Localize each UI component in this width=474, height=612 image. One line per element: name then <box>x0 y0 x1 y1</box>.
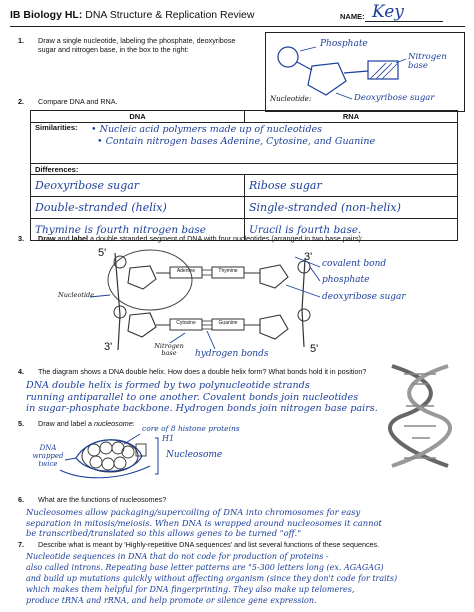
label-covalent-bond: covalent bond <box>322 259 387 269</box>
q1-label-nitrogen-base: Nitrogen base <box>408 52 447 71</box>
q1-label-nucleotide: Nucleotide: <box>270 95 312 103</box>
label-dna-wrapped: DNA wrapped twice <box>32 444 64 468</box>
q1-label-sugar: Deoxyribose sugar <box>354 93 435 103</box>
q4-prompt: The diagram shows a DNA double helix. How does a double helix form? What bonds hold it in position? <box>38 367 367 376</box>
label-deoxyribose-sugar: deoxyribose sugar <box>322 292 406 302</box>
label-histone-core: core of 8 histone proteins <box>142 424 240 433</box>
label-5-prime-top: 5' <box>98 247 107 259</box>
nucleotide-circle <box>108 250 192 310</box>
differences-label: Differences: <box>31 164 458 175</box>
double-strand-drawing <box>20 245 460 365</box>
diff-2-dna: Double-stranded (helix) <box>31 197 245 219</box>
q5-number: 5. <box>18 419 24 428</box>
base-guanine: Guanine <box>218 320 238 326</box>
label-hydrogen-bonds: hydrogen bonds <box>195 349 269 359</box>
q1-answer-box <box>265 32 465 112</box>
dna-rna-table <box>30 110 458 241</box>
q4-number: 4. <box>18 367 24 376</box>
phosphate-circle <box>278 47 298 67</box>
col-rna: RNA <box>245 111 458 123</box>
q5-drawing-area <box>20 424 300 488</box>
q3-drawing-area <box>20 245 460 365</box>
q7-number: 7. <box>18 540 24 549</box>
q1-number: 1. <box>18 36 24 45</box>
q3-number: 3. <box>18 234 24 243</box>
similarity-1: • Nucleic acid polymers made up of nucleotides <box>91 124 323 135</box>
label-3-prime-top: 3' <box>304 251 313 263</box>
diff-1-rna: Ribose sugar <box>245 175 458 197</box>
q4-answer: DNA double helix is formed by two polynucleotide strands running antiparallel to one another. Covalent bonds join nucleotides in sugar-phosphate backbone. Hydrogen bonds join nitrogen base pairs. <box>26 380 378 414</box>
q1-prompt: Draw a single nucleotide, labeling the phosphate, deoxyribose sugar and nitrogen base, in the box to the right: <box>38 36 236 54</box>
name-label: NAME: <box>340 12 365 21</box>
worksheet-header <box>10 2 465 27</box>
q2-prompt: Compare DNA and RNA. <box>38 97 118 106</box>
q1-label-phosphate: Phosphate <box>320 39 368 49</box>
similarity-2: • Contain nitrogen bases Adenine, Cytosine, and Guanine <box>97 136 376 147</box>
right-backbone <box>302 259 305 347</box>
q7-prompt: Describe what is meant by 'Highly-repetitive DNA sequences' and list several functions of these sequences. <box>38 540 380 549</box>
similarities-cell: Similarities: • Nucleic acid polymers made up of nucleotides • Contain nitrogen bases Adenine, Cytosine, and Guanine <box>31 123 458 164</box>
diff-3-rna: Uracil is fourth base. <box>245 219 458 241</box>
q6-prompt: What are the functions of nucleosomes? <box>38 495 167 504</box>
name-answer: Key <box>372 2 404 22</box>
diff-3-dna: Thymine is fourth nitrogen base <box>31 219 245 241</box>
q3-prompt: Draw and label a double stranded segment of DNA with four nucleotides (arranged in two base pairs): <box>38 234 363 243</box>
label-h1: H1 <box>162 434 175 443</box>
q5-prompt: Draw and label a nucleosome: <box>38 419 135 428</box>
label-nitrogen-base: Nitrogen base <box>154 342 184 357</box>
label-nucleosome: Nucleosome <box>166 450 223 460</box>
label-nucleotide: Nucleotide <box>58 291 95 299</box>
similarities-list <box>91 124 375 148</box>
label-phosphate: phosphate <box>322 275 370 285</box>
q6-answer: Nucleosomes allow packaging/supercoiling of DNA into chromosomes for easy separation in mitosis/meiosis. When DNA is wrapped around nucleosomes it cannot be transcribed/translated so this allows genes to be turned "off." <box>26 507 382 538</box>
base-adenine: Adenine <box>176 268 196 274</box>
diff-2-rna: Single-stranded (non-helix) <box>245 197 458 219</box>
label-5-prime-bottom: 5' <box>310 343 319 355</box>
dna-helix-image <box>382 362 460 470</box>
base-cytosine: Cytosine <box>176 320 196 326</box>
sugar-pentagon <box>308 63 346 95</box>
q7-answer: Nucleotide sequences in DNA that do not code for production of proteins - also called introns. Repeating base letter patterns are "5-300 letters long (ex. AGAGAG) and build up mutations quickly without affecting organism (since they don't code for traits) which makes them helpful for DNA fingerprinting. They also make up telomeres, produce tRNA and rRNA, and help promote or silence gene expression. <box>26 552 398 605</box>
col-dna: DNA <box>31 111 245 123</box>
q6-number: 6. <box>18 495 24 504</box>
worksheet-title: IB Biology HL: DNA Structure & Replication Review <box>10 9 255 21</box>
dna-helix-drawing <box>382 362 460 470</box>
label-3-prime-bottom: 3' <box>104 341 113 353</box>
q2-number: 2. <box>18 97 24 106</box>
diff-1-dna: Deoxyribose sugar <box>31 175 245 197</box>
base-thymine: Thymine <box>218 268 238 274</box>
